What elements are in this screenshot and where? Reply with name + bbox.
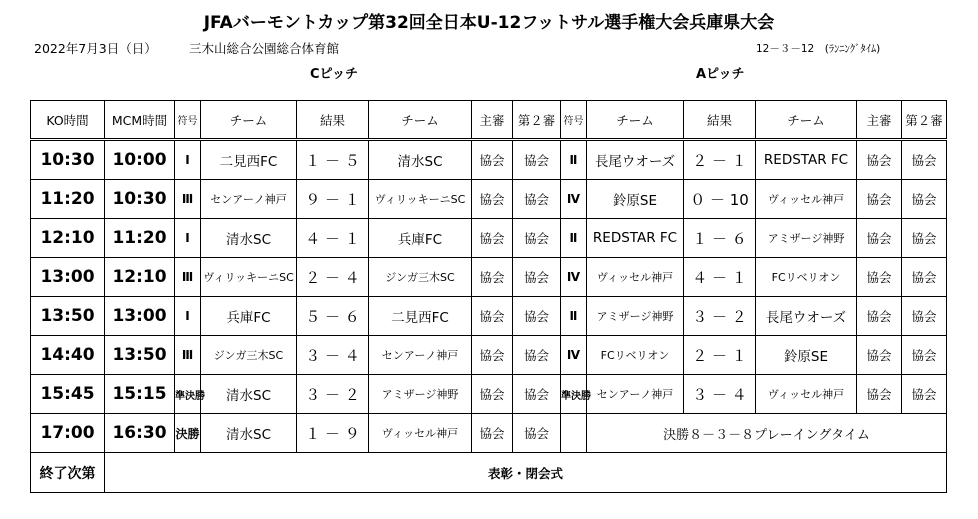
result-a: ４ － １ <box>684 258 756 297</box>
match-mark-c: Ⅲ <box>175 180 201 219</box>
second-referee-a: 協会 <box>902 375 947 414</box>
ko-time: 12:10 <box>31 219 105 258</box>
end-label: 終了次第 <box>31 453 105 493</box>
mcm-time: 10:30 <box>105 180 175 219</box>
team-c-away: ヴィッセル神戸 <box>369 414 472 453</box>
team-a-home: 鈴原SE <box>587 180 684 219</box>
header-mark-c: 符号 <box>175 101 201 140</box>
match-mark-a: Ⅱ <box>561 219 587 258</box>
team-c-away: センアーノ神戸 <box>369 336 472 375</box>
match-mark-c: 決勝 <box>175 414 201 453</box>
match-mark-a: Ⅱ <box>561 140 587 180</box>
team-c-away: アミザージ神野 <box>369 375 472 414</box>
closing-row <box>31 453 947 493</box>
header-ko: KO時間 <box>31 101 105 140</box>
second-referee-c: 協会 <box>513 258 561 297</box>
team-a-away: 鈴原SE <box>756 336 857 375</box>
mcm-time: 10:00 <box>105 140 175 180</box>
second-referee-a: 協会 <box>902 297 947 336</box>
event-venue: 三木山総合公園総合体育館 <box>189 41 340 56</box>
second-referee-c: 協会 <box>513 219 561 258</box>
header-team-c-home: チーム <box>201 101 297 140</box>
result-a: ３ － ２ <box>684 297 756 336</box>
header-second-referee-a: 第２審 <box>902 101 947 140</box>
mcm-time: 12:10 <box>105 258 175 297</box>
header-team-c-away: チーム <box>369 101 472 140</box>
referee-a: 協会 <box>857 258 902 297</box>
mcm-time: 15:15 <box>105 375 175 414</box>
match-mark-c: Ⅰ <box>175 297 201 336</box>
team-c-home: センアーノ神戸 <box>201 180 297 219</box>
ko-time: 13:00 <box>31 258 105 297</box>
team-c-home: ジンガ三木SC <box>201 336 297 375</box>
team-a-home: REDSTAR FC <box>587 219 684 258</box>
header-team-a-away: チーム <box>756 101 857 140</box>
match-row <box>31 375 947 414</box>
result-a: ３ － ４ <box>684 375 756 414</box>
referee-c: 協会 <box>472 297 513 336</box>
ko-time: 10:30 <box>31 140 105 180</box>
match-mark-c: Ⅲ <box>175 258 201 297</box>
referee-c: 協会 <box>472 336 513 375</box>
result-c: １ － ５ <box>297 140 369 180</box>
header-team-a-home: チーム <box>587 101 684 140</box>
second-referee-c: 協会 <box>513 414 561 453</box>
team-c-away: 兵庫FC <box>369 219 472 258</box>
team-a-away: REDSTAR FC <box>756 140 857 180</box>
ko-time: 14:40 <box>31 336 105 375</box>
team-a-away: ヴィッセル神戸 <box>756 375 857 414</box>
referee-a: 協会 <box>857 219 902 258</box>
match-mark-c: 準決勝 <box>175 375 201 414</box>
mcm-time: 16:30 <box>105 414 175 453</box>
mcm-time: 13:00 <box>105 297 175 336</box>
result-c: １ － ９ <box>297 414 369 453</box>
final-row <box>31 414 947 453</box>
result-a: １ － ６ <box>684 219 756 258</box>
second-referee-c: 協会 <box>513 297 561 336</box>
header-result-a: 結果 <box>684 101 756 140</box>
event-date: 2022年7月3日（日） <box>34 41 157 56</box>
ceremony-label: 表彰・閉会式 <box>105 453 947 493</box>
team-c-home: 清水SC <box>201 414 297 453</box>
match-row <box>31 219 947 258</box>
ko-time: 17:00 <box>31 414 105 453</box>
blank-mark-a <box>561 414 587 453</box>
team-a-home: ヴィッセル神戸 <box>587 258 684 297</box>
match-mark-a: Ⅳ <box>561 258 587 297</box>
ko-time: 11:20 <box>31 180 105 219</box>
team-c-home: 清水SC <box>201 219 297 258</box>
second-referee-c: 協会 <box>513 140 561 180</box>
second-referee-c: 協会 <box>513 336 561 375</box>
second-referee-c: 協会 <box>513 180 561 219</box>
pitch-c-label: Cピッチ <box>310 67 359 82</box>
result-a: ２ － １ <box>684 140 756 180</box>
final-note-a: 決勝８－３－８プレーイングタイム <box>587 414 947 453</box>
match-row <box>31 180 947 219</box>
team-c-home: 二見西FC <box>201 140 297 180</box>
ko-time: 15:45 <box>31 375 105 414</box>
team-c-home: ヴィリッキーニSC <box>201 258 297 297</box>
result-c: ３ － ４ <box>297 336 369 375</box>
team-c-away: 二見西FC <box>369 297 472 336</box>
match-mark-c: Ⅰ <box>175 140 201 180</box>
referee-c: 協会 <box>472 219 513 258</box>
match-row <box>31 297 947 336</box>
second-referee-a: 協会 <box>902 336 947 375</box>
header-second-referee-c: 第２審 <box>513 101 561 140</box>
second-referee-c: 協会 <box>513 375 561 414</box>
mcm-time: 13:50 <box>105 336 175 375</box>
second-referee-a: 協会 <box>902 258 947 297</box>
referee-a: 協会 <box>857 180 902 219</box>
result-c: ３ － ２ <box>297 375 369 414</box>
page-title: JFAバーモントカップ第32回全日本U-12フットサル選手権大会兵庫県大会 <box>203 13 775 33</box>
team-a-away: FCリベリオン <box>756 258 857 297</box>
result-a: ０ － 10 <box>684 180 756 219</box>
schedule-table <box>30 100 947 493</box>
referee-a: 協会 <box>857 375 902 414</box>
team-c-away: ヴィリッキーニSC <box>369 180 472 219</box>
team-c-away: ジンガ三木SC <box>369 258 472 297</box>
match-format: 12－３－12 (ﾗﾝﾆﾝｸﾞﾀｲﾑ) <box>756 43 881 55</box>
header-referee-a: 主審 <box>857 101 902 140</box>
referee-c: 協会 <box>472 414 513 453</box>
referee-c: 協会 <box>472 180 513 219</box>
header-mcm: MCM時間 <box>105 101 175 140</box>
ko-time: 13:50 <box>31 297 105 336</box>
match-row <box>31 336 947 375</box>
referee-a: 協会 <box>857 336 902 375</box>
result-c: ４ － １ <box>297 219 369 258</box>
result-a: ２ － １ <box>684 336 756 375</box>
referee-c: 協会 <box>472 140 513 180</box>
second-referee-a: 協会 <box>902 219 947 258</box>
match-mark-c: Ⅲ <box>175 336 201 375</box>
referee-c: 協会 <box>472 258 513 297</box>
team-a-home: 長尾ウオーズ <box>587 140 684 180</box>
team-c-away: 清水SC <box>369 140 472 180</box>
result-c: ９ － １ <box>297 180 369 219</box>
second-referee-a: 協会 <box>902 140 947 180</box>
result-c: ２ － ４ <box>297 258 369 297</box>
team-c-home: 兵庫FC <box>201 297 297 336</box>
match-mark-a: Ⅱ <box>561 297 587 336</box>
team-a-away: 長尾ウオーズ <box>756 297 857 336</box>
referee-c: 協会 <box>472 375 513 414</box>
header-result-c: 結果 <box>297 101 369 140</box>
pitch-a-label: Aピッチ <box>696 67 745 82</box>
header-mark-a: 符号 <box>561 101 587 140</box>
match-mark-a: Ⅳ <box>561 336 587 375</box>
team-a-away: アミザージ神野 <box>756 219 857 258</box>
match-mark-a: Ⅳ <box>561 180 587 219</box>
referee-a: 協会 <box>857 140 902 180</box>
match-mark-c: Ⅰ <box>175 219 201 258</box>
mcm-time: 11:20 <box>105 219 175 258</box>
team-c-home: 清水SC <box>201 375 297 414</box>
team-a-home: FCリベリオン <box>587 336 684 375</box>
header-referee-c: 主審 <box>472 101 513 140</box>
team-a-home: アミザージ神野 <box>587 297 684 336</box>
match-row <box>31 140 947 180</box>
team-a-away: ヴィッセル神戸 <box>756 180 857 219</box>
match-mark-a: 準決勝 <box>561 375 587 414</box>
result-c: ５ － ６ <box>297 297 369 336</box>
second-referee-a: 協会 <box>902 180 947 219</box>
team-a-home: センアーノ神戸 <box>587 375 684 414</box>
referee-a: 協会 <box>857 297 902 336</box>
header-row <box>31 101 947 140</box>
match-row <box>31 258 947 297</box>
